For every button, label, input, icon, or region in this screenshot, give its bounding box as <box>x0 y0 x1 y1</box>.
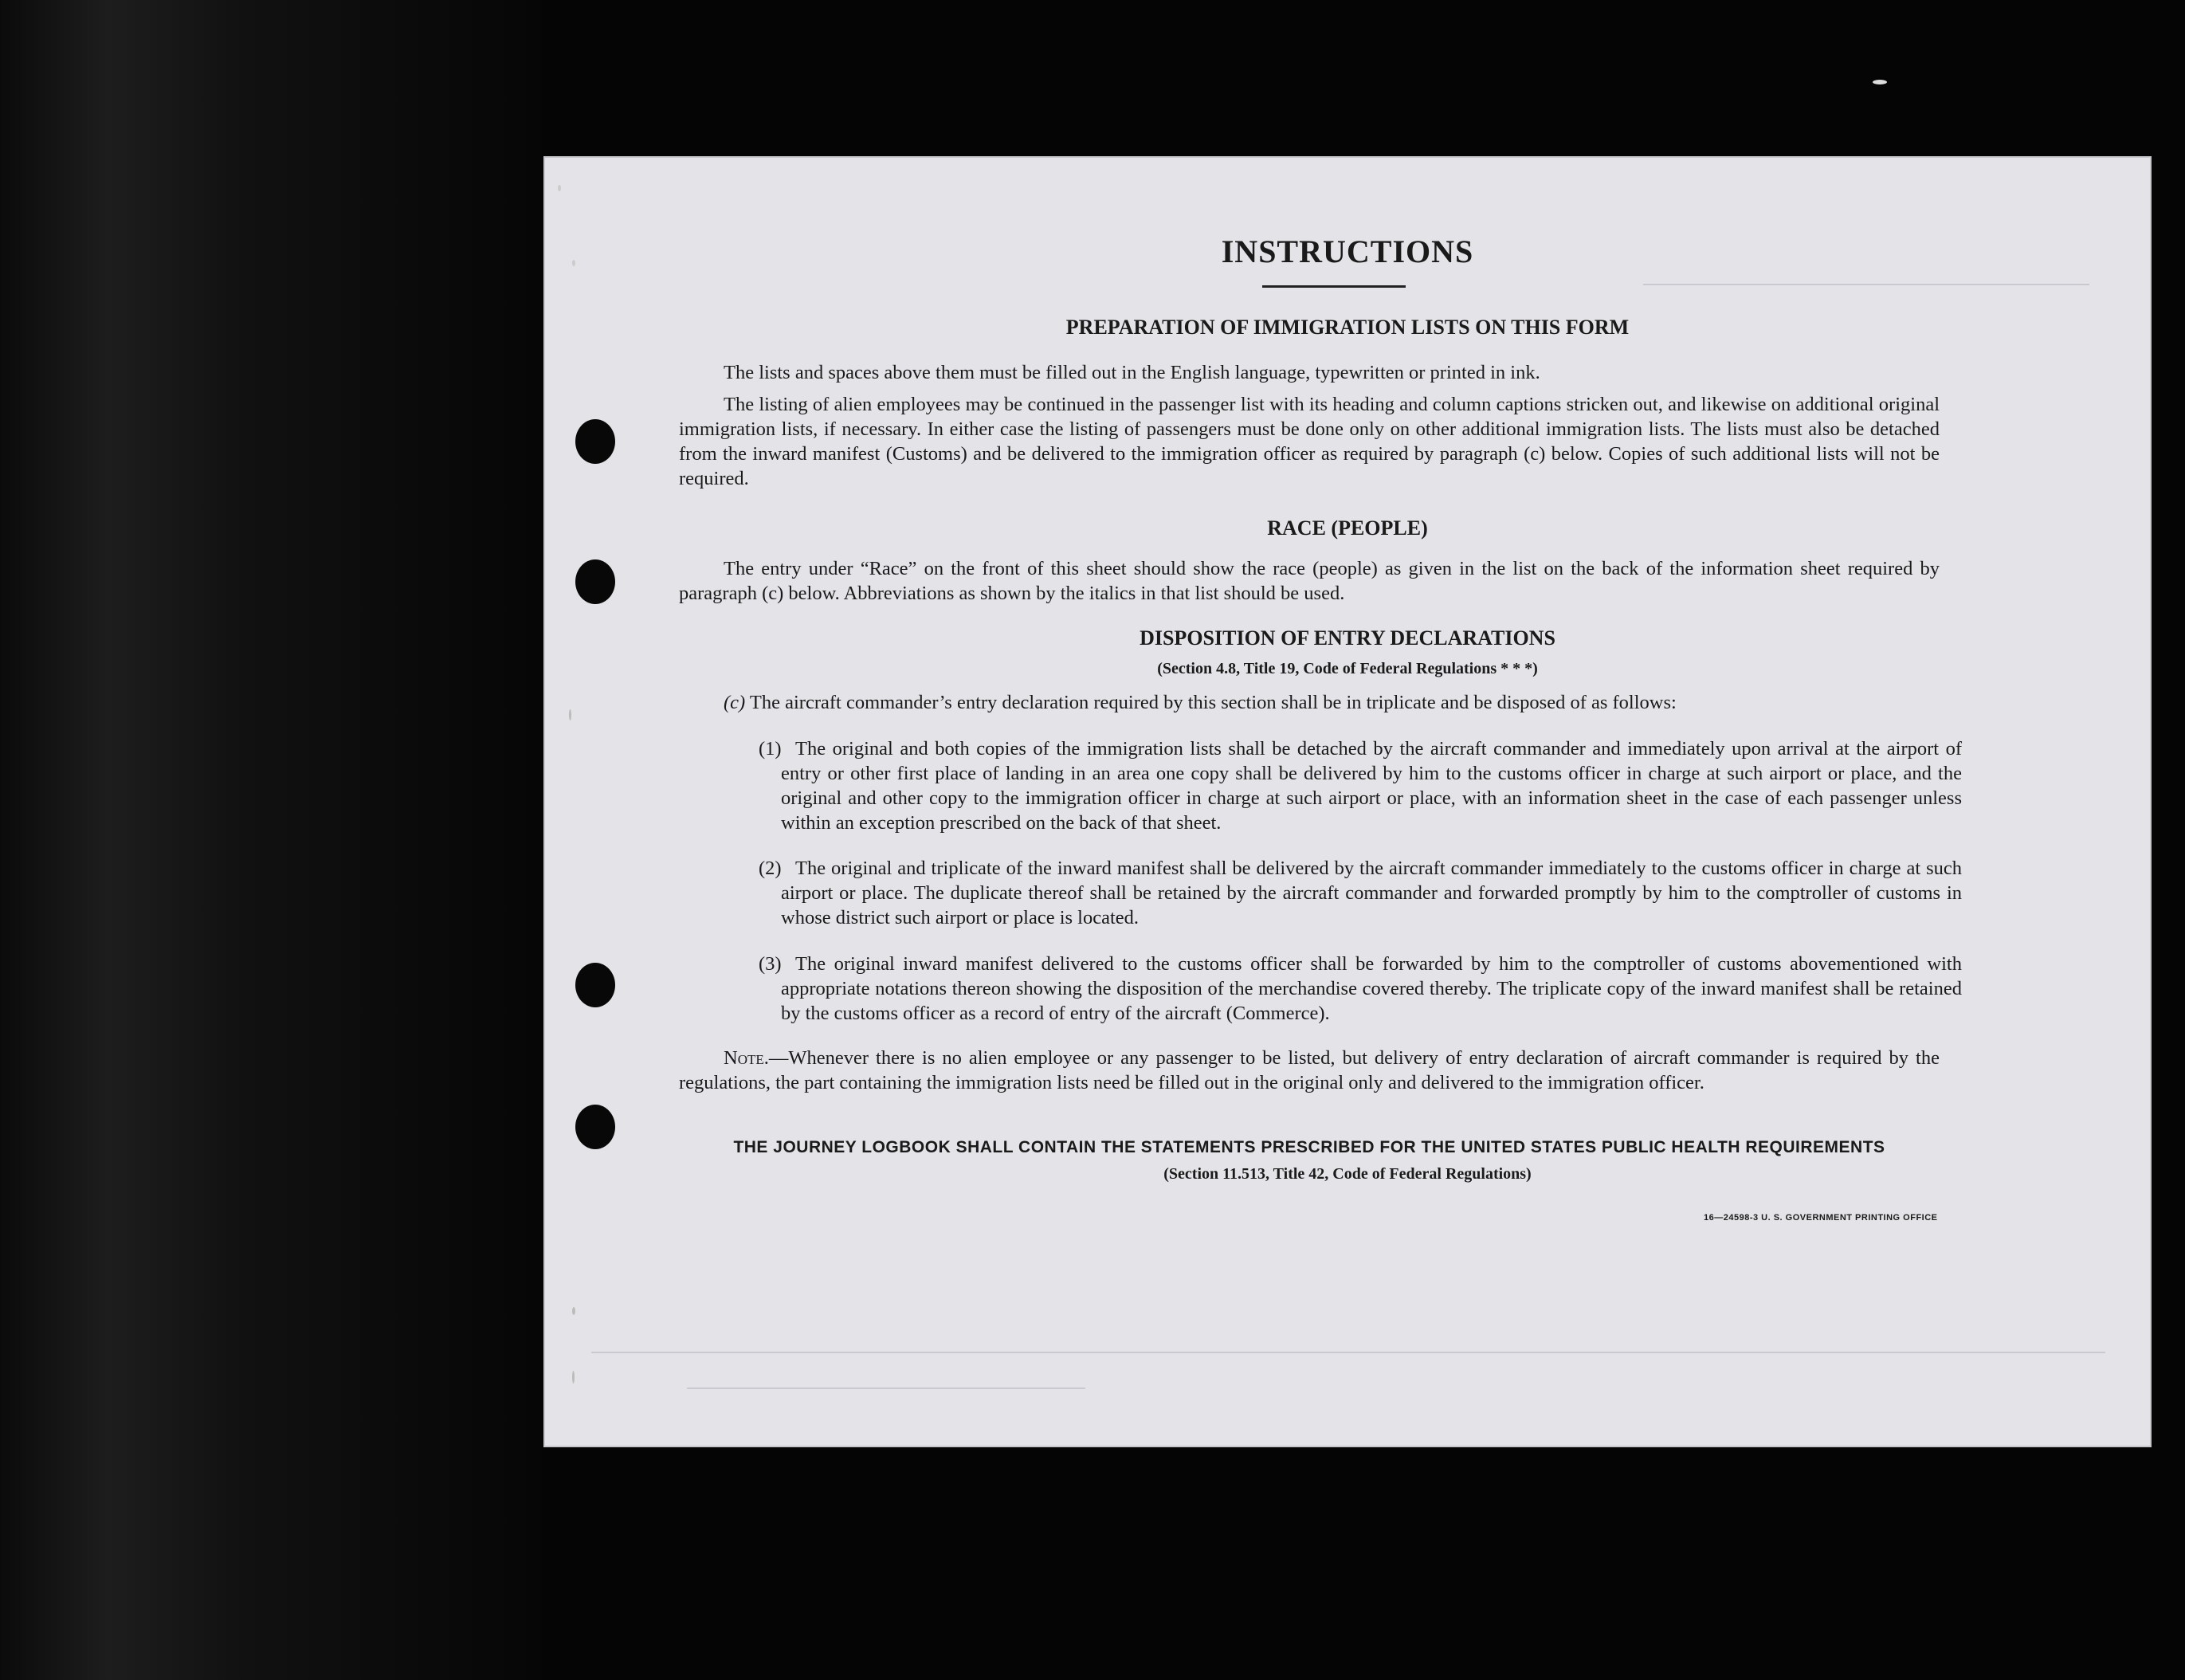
page-title: INSTRUCTIONS <box>1221 234 1474 269</box>
scan-speck <box>1873 80 1887 84</box>
item-number: (1) <box>759 738 782 760</box>
preparation-heading: PREPARATION OF IMMIGRATION LISTS ON THIS FORM <box>1065 316 1630 339</box>
note-label: Note. <box>724 1047 769 1069</box>
instruction-sheet <box>543 156 2152 1447</box>
item-text: The original and triplicate of the inward manifest shall be delivered by the aircraft commander immediately to the customs officer in charge at such airport or place. The duplicate thereof shall be retained by the aircraft commander and forwarded promptly by him to the comptroller of customs in whose district such airport or place is located. <box>781 858 1962 928</box>
disposition-item <box>759 952 1962 1026</box>
printing-office-code: 16—24598-3 U. S. GOVERNMENT PRINTING OFFICE <box>1704 1213 1938 1223</box>
title-underline <box>1262 285 1406 288</box>
intro-text: The aircraft commander’s entry declaration required by this section shall be in triplicate and be disposed of as follows: <box>749 692 1677 713</box>
scan-speck <box>558 185 561 191</box>
disposition-intro <box>724 690 1940 715</box>
disposition-item <box>759 856 1962 930</box>
preparation-paragraph-2: The listing of alien employees may be continued in the passenger list with its heading and column captions stricken out, and likewise on additional original immigration lists, if necessary. In either case the listing of passengers must be done only on other additional immigration lists. The lists must also be detached from the inward manifest (Customs) and be delivered to the immigration officer as required by paragraph (c) below. Copies of such additional lists will not be required. <box>679 394 1940 489</box>
disposition-item <box>759 736 1962 835</box>
item-text: The original and both copies of the immigration lists shall be detached by the aircraft commander and immediately upon arrival at the airport of entry or other first place of landing in an area one copy shall be delivered by him to the customs officer in charge at such airport or place, and the original and other copy to the immigration officer in charge at such airport or place, with an information sheet in the case of each passenger unless within an exception prescribed on the back of that sheet. <box>781 738 1962 834</box>
disposition-citation: (Section 4.8, Title 19, Code of Federal Regulations * * *) <box>1157 660 1538 677</box>
note-paragraph <box>679 1046 1940 1095</box>
bleed-through-line <box>1643 284 2089 285</box>
race-paragraph: The entry under “Race” on the front of this sheet should show the race (people) as given in the list on the back of the information sheet required by paragraph (c) below. Abbreviations as shown by the italics in that list should be used. <box>679 558 1940 604</box>
bleed-through-line <box>687 1388 1085 1389</box>
note-text: —Whenever there is no alien employee or any passenger to be listed, but delivery of entry declaration of aircraft commander is required by the regulations, the part containing the immigration lists need be filled out in the original only and delivered to the immigration officer. <box>679 1047 1940 1093</box>
scanner-background-shadow <box>0 0 542 1680</box>
race-heading: RACE (PEOPLE) <box>1267 516 1428 540</box>
scan-speck <box>572 260 575 266</box>
bleed-through-line <box>591 1352 2105 1353</box>
scan-speck <box>572 1371 575 1384</box>
scan-speck <box>569 709 571 720</box>
item-number: (3) <box>759 953 782 975</box>
scan-speck <box>572 1307 575 1315</box>
disposition-heading: DISPOSITION OF ENTRY DECLARATIONS <box>1140 626 1555 650</box>
intro-label: (c) <box>724 692 746 713</box>
punch-hole <box>575 419 615 464</box>
punch-hole <box>575 559 615 604</box>
preparation-paragraph-1: The lists and spaces above them must be filled out in the English language, typewritten or printed in ink. <box>724 362 1540 383</box>
item-text: The original inward manifest delivered to the customs officer shall be forwarded by him to the comptroller of customs abovementioned with appropriate notations thereon showing the disposition of the merchandise covered thereby. The triplicate copy of the inward manifest shall be retained by the customs officer as a record of entry of the aircraft (Commerce). <box>781 953 1962 1024</box>
punch-hole <box>575 1105 615 1149</box>
item-number: (2) <box>759 858 782 879</box>
health-requirements-citation: (Section 11.513, Title 42, Code of Federal Regulations) <box>1163 1165 1532 1183</box>
health-requirements-heading: THE JOURNEY LOGBOOK SHALL CONTAIN THE STATEMENTS PRESCRIBED FOR THE UNITED STATES PUBLIC HEALTH REQUIREMENTS <box>733 1138 1885 1156</box>
punch-hole <box>575 963 615 1007</box>
